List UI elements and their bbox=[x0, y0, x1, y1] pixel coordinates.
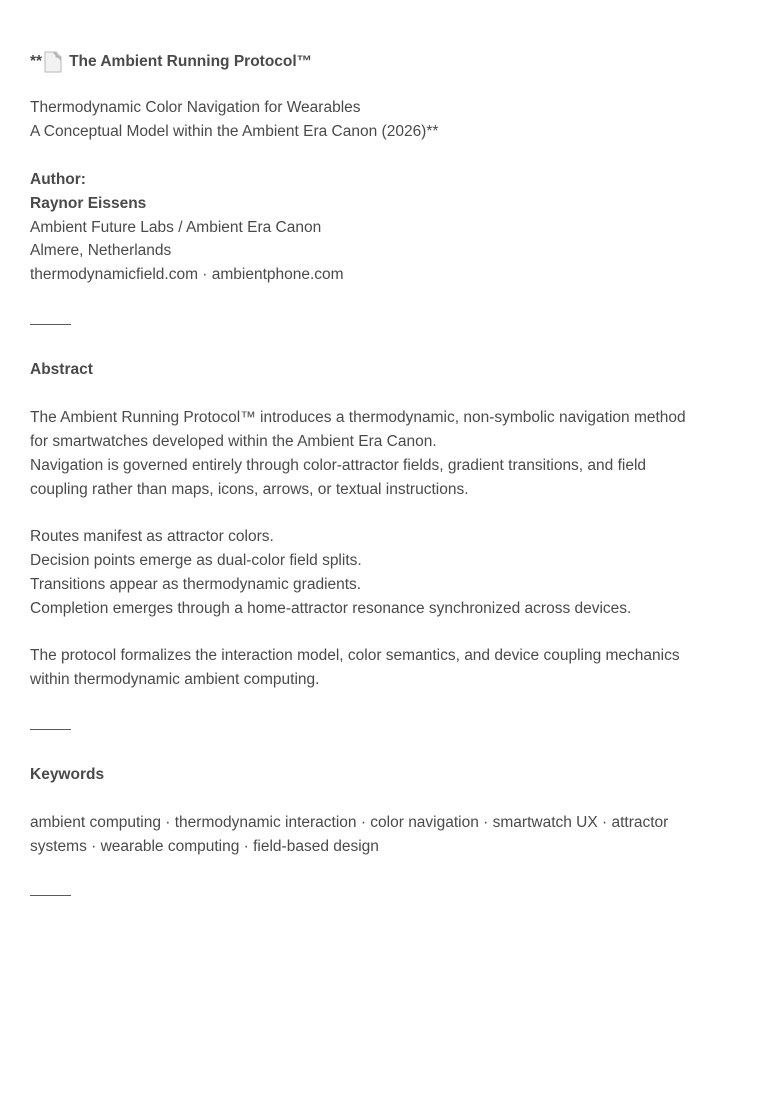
subtitle-line-1: Thermodynamic Color Navigation for Wearables bbox=[30, 99, 361, 116]
author-location: Almere, Netherlands bbox=[30, 242, 172, 259]
document-title: The Ambient Running Protocol™ bbox=[69, 53, 313, 70]
keywords-heading: Keywords bbox=[30, 766, 105, 783]
abstract-paragraph-2-line-3: Transitions appear as thermodynamic gradients. bbox=[30, 576, 362, 593]
section-divider bbox=[30, 324, 71, 325]
abstract-paragraph-3-line-2: within thermodynamic ambient computing. bbox=[30, 671, 320, 688]
abstract-paragraph-1-line-2: for smartwatches developed within the Ambient Era Canon. bbox=[30, 433, 437, 450]
abstract-paragraph-2-line-2: Decision points emerge as dual-color field splits. bbox=[30, 552, 362, 569]
keywords-line-2: systems · wearable computing · field-based design bbox=[30, 838, 379, 855]
abstract-paragraph-1-line-3: Navigation is governed entirely through color-attractor fields, gradient transitions, and field bbox=[30, 457, 647, 474]
abstract-paragraph-1-line-4: coupling rather than maps, icons, arrows, or textual instructions. bbox=[30, 481, 469, 498]
author-name: Raynor Eissens bbox=[30, 195, 147, 212]
section-divider bbox=[30, 895, 71, 896]
document-icon bbox=[44, 51, 62, 73]
author-label: Author: bbox=[30, 171, 86, 188]
author-affiliation: Ambient Future Labs / Ambient Era Canon bbox=[30, 219, 322, 236]
abstract-paragraph-1-line-1: The Ambient Running Protocol™ introduces a thermodynamic, non-symbolic navigation method bbox=[30, 409, 686, 426]
abstract-paragraph-3-line-1: The protocol formalizes the interaction model, color semantics, and device coupling mechanics bbox=[30, 647, 680, 664]
abstract-heading: Abstract bbox=[30, 361, 93, 378]
section-divider bbox=[30, 729, 71, 730]
document-title-row bbox=[30, 50, 312, 74]
author-websites: thermodynamicfield.com · ambientphone.com bbox=[30, 266, 344, 283]
title-prefix: ** bbox=[30, 53, 43, 70]
subtitle-line-2: A Conceptual Model within the Ambient Era Canon (2026)** bbox=[30, 123, 439, 140]
abstract-paragraph-2-line-4: Completion emerges through a home-attractor resonance synchronized across devices. bbox=[30, 600, 632, 617]
abstract-paragraph-2-line-1: Routes manifest as attractor colors. bbox=[30, 528, 274, 545]
keywords-line-1: ambient computing · thermodynamic interaction · color navigation · smartwatch UX · attractor bbox=[30, 814, 669, 831]
